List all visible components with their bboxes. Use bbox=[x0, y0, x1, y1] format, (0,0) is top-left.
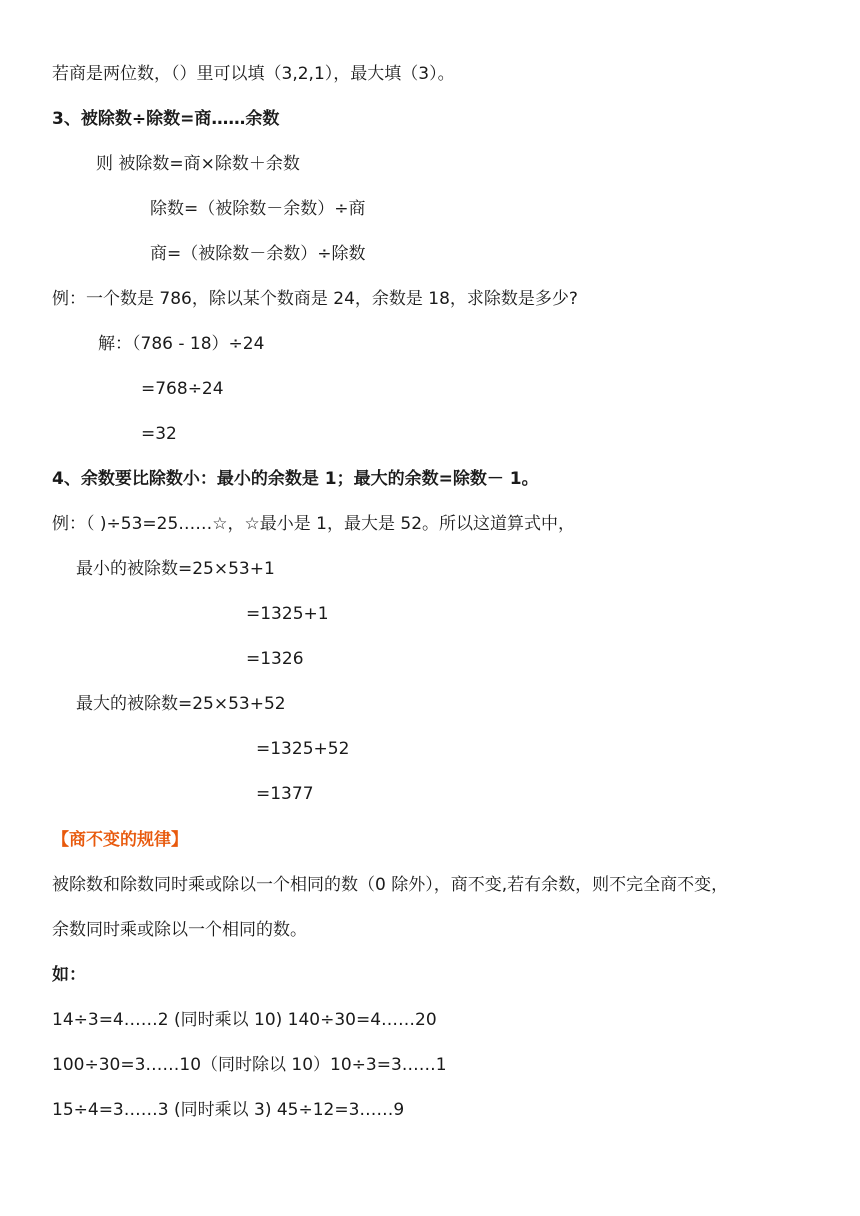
rule-4-heading: 4、余数要比除数小：最小的余数是 1；最大的余数=除数－ 1。 bbox=[52, 469, 539, 489]
quotient-rule-text-1: 被除数和除数同时乘或除以一个相同的数（0 除外），商不变,若有余数，则不完全商不变， bbox=[52, 875, 729, 895]
max-dividend-step-1: 最大的被除数=25×53+52 bbox=[76, 694, 286, 714]
rule-3-heading: 3、被除数÷除数=商……余数 bbox=[52, 109, 280, 129]
formula-quotient: 商=（被除数－余数）÷除数 bbox=[150, 244, 366, 264]
quotient-example-1: 14÷3=4……2 (同时乘以 10) 140÷30=4……20 bbox=[52, 1010, 437, 1030]
min-dividend-step-2: =1325+1 bbox=[246, 604, 329, 624]
formula-divisor: 除数=（被除数－余数）÷商 bbox=[150, 199, 366, 219]
text-line-1: 若商是两位数，（）里可以填（3,2,1），最大填（3）。 bbox=[52, 64, 455, 84]
section-heading-quotient-rule: 【商不变的规律】 bbox=[52, 830, 188, 850]
min-dividend-step-1: 最小的被除数=25×53+1 bbox=[76, 559, 275, 579]
example-1-solution-step-3: =32 bbox=[141, 424, 177, 444]
example-1-solution-step-2: =768÷24 bbox=[141, 379, 224, 399]
max-dividend-step-2: =1325+52 bbox=[256, 739, 350, 759]
example-1-solution-step-1: 解：（786 - 18）÷24 bbox=[98, 334, 265, 354]
quotient-example-3: 15÷4=3……3 (同时乘以 3) 45÷12=3……9 bbox=[52, 1100, 405, 1120]
examples-label: 如： bbox=[52, 965, 86, 985]
quotient-example-2: 100÷30=3……10（同时除以 10）10÷3=3……1 bbox=[52, 1055, 447, 1075]
formula-dividend: 则 被除数=商×除数＋余数 bbox=[96, 154, 300, 174]
example-2-question: 例：（ )÷53=25……☆，☆最小是 1，最大是 52。所以这道算式中， bbox=[52, 514, 576, 534]
quotient-rule-text-2: 余数同时乘或除以一个相同的数。 bbox=[52, 920, 307, 940]
min-dividend-step-3: =1326 bbox=[246, 649, 304, 669]
max-dividend-step-3: =1377 bbox=[256, 784, 314, 804]
example-1-question: 例：一个数是 786，除以某个数商是 24，余数是 18，求除数是多少? bbox=[52, 289, 578, 309]
